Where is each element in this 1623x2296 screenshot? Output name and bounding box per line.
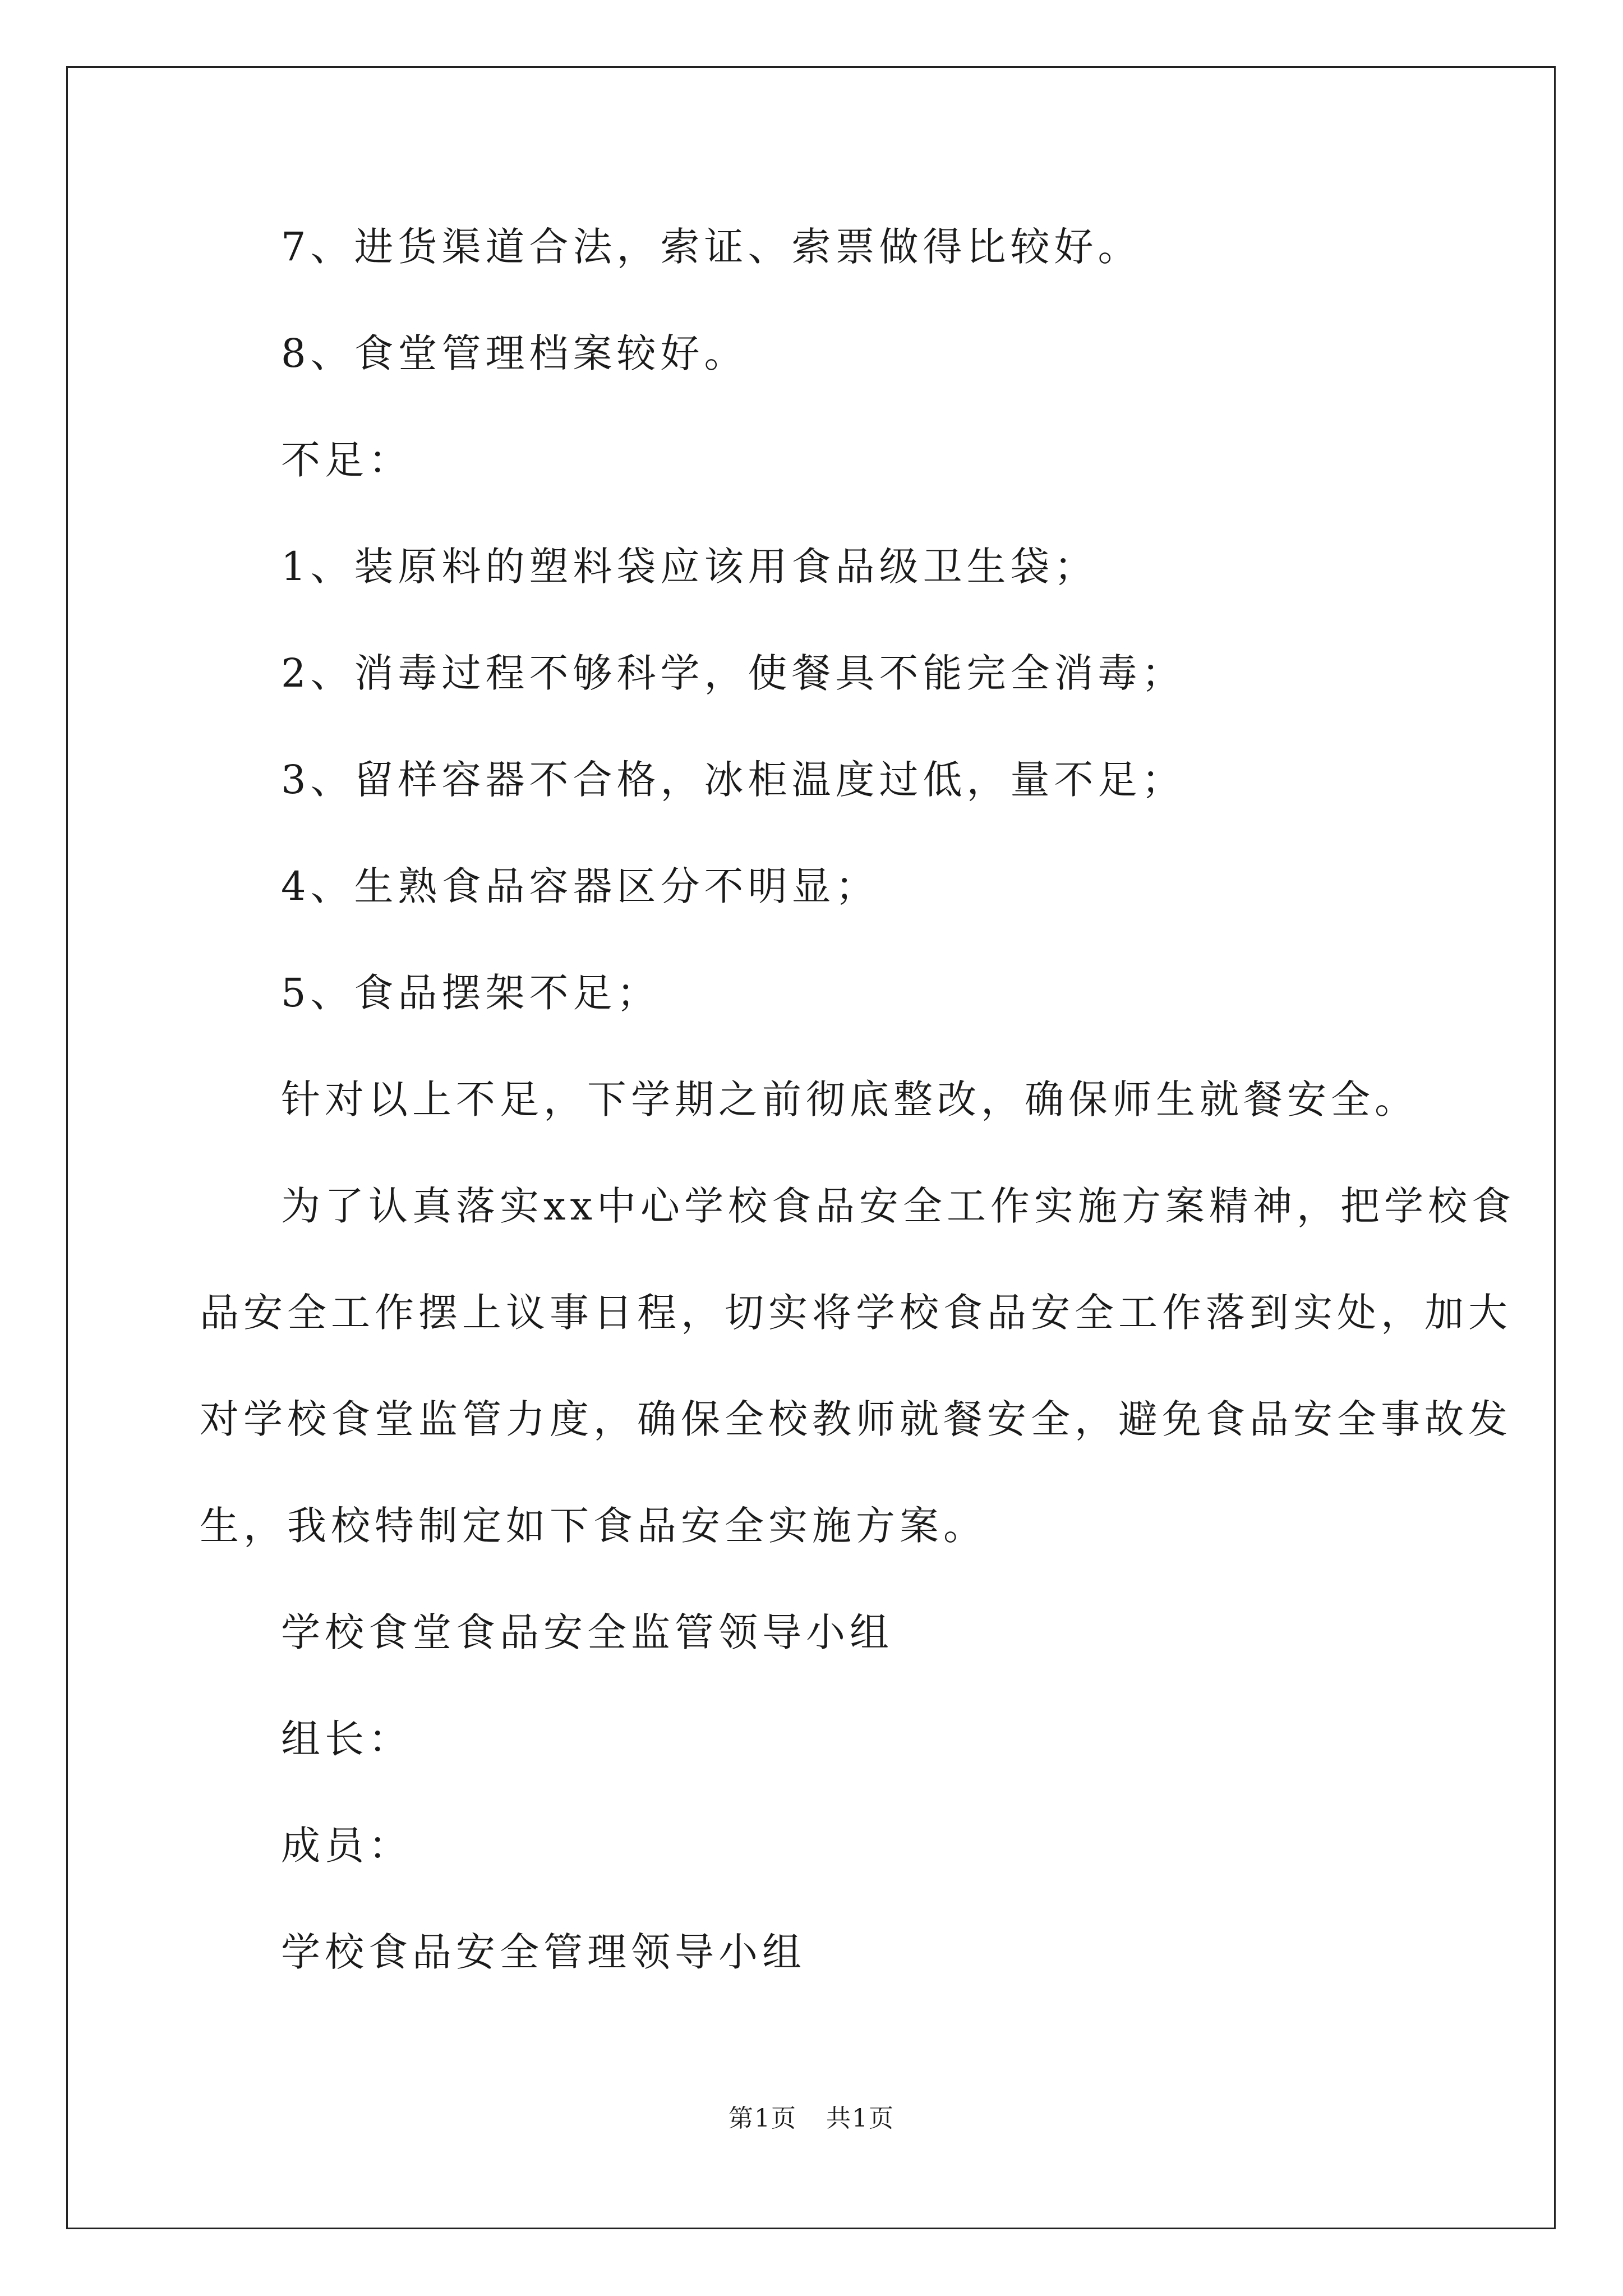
page-border bbox=[66, 66, 1556, 2229]
text-line: 组长： bbox=[281, 1716, 412, 1762]
paragraph-line: 生，我校特制定如下食品安全实施方案。 bbox=[200, 1503, 987, 1549]
paragraph-line: 对学校食堂监管力度，确保全校教师就餐安全，避免食品安全事故发 bbox=[200, 1396, 1512, 1442]
text-line: 2、消毒过程不够科学，使餐具不能完全消毒； bbox=[281, 650, 1186, 696]
text-line: 4、生熟食品容器区分不明显； bbox=[281, 863, 879, 909]
text-line: 针对以上不足，下学期之前彻底整改，确保师生就餐安全。 bbox=[281, 1076, 1418, 1122]
paragraph-line: 为了认真落实xx中心学校食品安全工作实施方案精神，把学校食 bbox=[281, 1183, 1515, 1229]
text-line: 学校食品安全管理领导小组 bbox=[281, 1929, 806, 1975]
text-line: 8、食堂管理档案较好。 bbox=[281, 330, 748, 376]
page-number-total: 共1页 bbox=[826, 2104, 895, 2133]
text-line: 成员： bbox=[281, 1823, 412, 1869]
text-line: 1、装原料的塑料袋应该用食品级卫生袋； bbox=[281, 544, 1098, 590]
text-line: 不足： bbox=[281, 437, 412, 483]
text-line: 学校食堂食品安全监管领导小组 bbox=[281, 1609, 893, 1655]
paragraph-line: 品安全工作摆上议事日程，切实将学校食品安全工作落到实处，加大 bbox=[200, 1290, 1512, 1336]
page-footer bbox=[0, 2098, 1623, 2134]
text-line: 7、进货渠道合法，索证、索票做得比较好。 bbox=[281, 224, 1142, 270]
text-line: 3、留样容器不合格，冰柜温度过低，量不足； bbox=[281, 757, 1186, 803]
page-number-current: 第1页 bbox=[728, 2104, 797, 2133]
text-line: 5、食品摆架不足； bbox=[281, 970, 661, 1016]
